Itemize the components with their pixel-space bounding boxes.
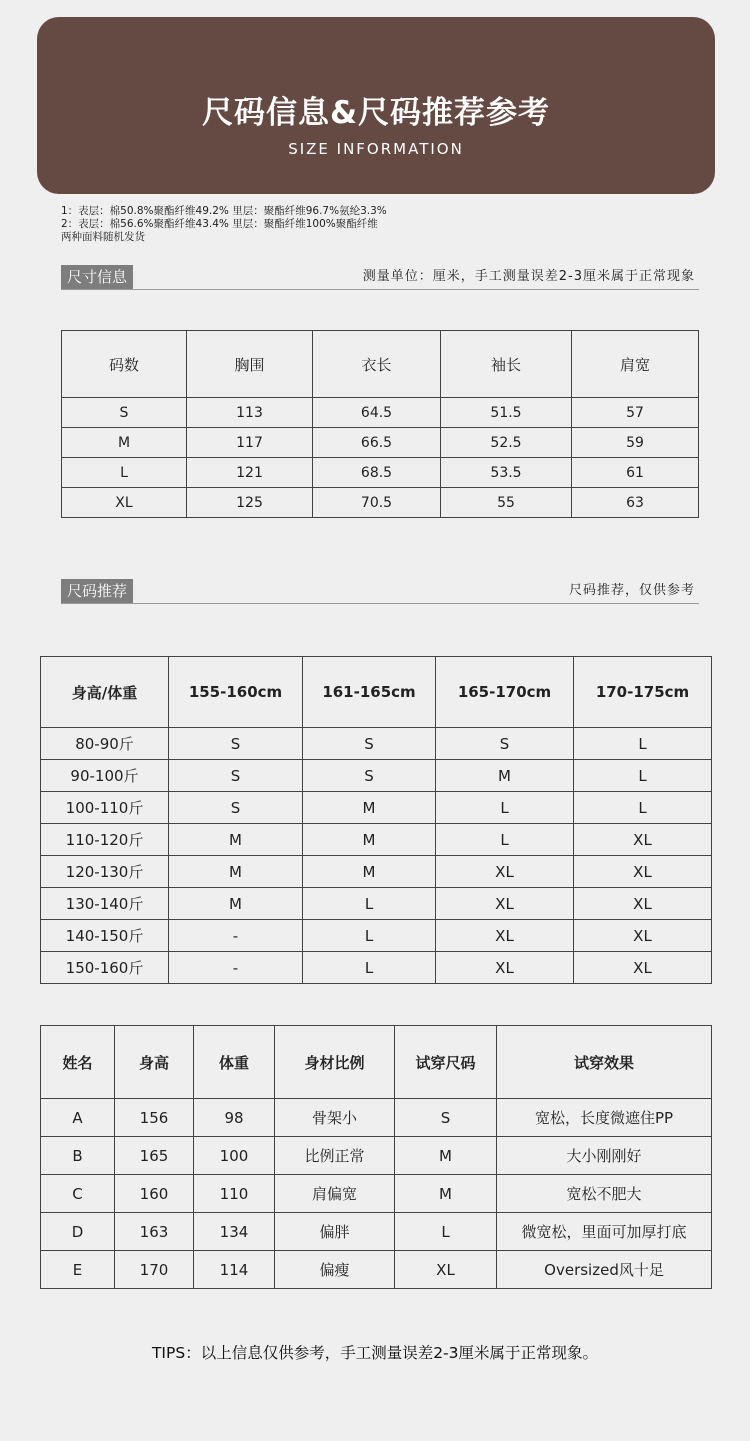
table-cell: 117: [187, 428, 313, 458]
table-cell: L: [436, 824, 574, 856]
table-cell: 113: [187, 398, 313, 428]
material-line-1: 1：表层：棉50.8%聚酯纤维49.2% 里层：聚酯纤维96.7%氨纶3.3%: [61, 205, 387, 217]
table-cell: D: [41, 1213, 115, 1251]
table-cell: 100: [194, 1137, 275, 1175]
table-cell: M: [169, 824, 303, 856]
table-cell: 156: [115, 1099, 194, 1137]
header-cell: 161-165cm: [303, 657, 436, 728]
table-row: [41, 888, 712, 920]
tips-text: TIPS：以上信息仅供参考，手工测量误差2-3厘米属于正常现象。: [151, 1344, 599, 1362]
header-cell: 衣长: [313, 331, 441, 398]
recommend-table: [40, 656, 712, 984]
table-cell: XL: [436, 856, 574, 888]
header-cell: 身高: [115, 1026, 194, 1099]
table-cell: 68.5: [313, 458, 441, 488]
table-cell: 170: [115, 1251, 194, 1289]
table-cell: S: [436, 728, 574, 760]
table-cell: XL: [436, 888, 574, 920]
table-cell: 59: [572, 428, 699, 458]
table-row: [41, 1137, 712, 1175]
table-row: [41, 1099, 712, 1137]
table-cell: 64.5: [313, 398, 441, 428]
table-cell: M: [395, 1175, 497, 1213]
table-cell: 125: [187, 488, 313, 518]
table-cell: M: [395, 1137, 497, 1175]
table-row: [62, 398, 699, 428]
header-cell: 身材比例: [275, 1026, 395, 1099]
table-cell: 120-130斤: [41, 856, 169, 888]
table-cell: XL: [574, 952, 712, 984]
table-cell: 66.5: [313, 428, 441, 458]
table-cell: S: [62, 398, 187, 428]
size-table-header-row: [62, 331, 699, 398]
table-cell: 110: [194, 1175, 275, 1213]
table-row: [62, 428, 699, 458]
table-cell: L: [303, 952, 436, 984]
table-cell: XL: [436, 952, 574, 984]
table-cell: 165: [115, 1137, 194, 1175]
table-cell: 140-150斤: [41, 920, 169, 952]
table-cell: 微宽松，里面可加厚打底: [497, 1213, 712, 1251]
table-cell: 61: [572, 458, 699, 488]
trial-table: [40, 1025, 712, 1289]
table-row: [41, 1213, 712, 1251]
table-cell: 偏胖: [275, 1213, 395, 1251]
table-cell: XL: [62, 488, 187, 518]
table-cell: XL: [574, 888, 712, 920]
table-cell: M: [62, 428, 187, 458]
table-cell: XL: [574, 824, 712, 856]
recommend-section-tag: 尺码推荐: [61, 579, 133, 603]
table-cell: 160: [115, 1175, 194, 1213]
header-cell: 肩宽: [572, 331, 699, 398]
trial-table-header-row: [41, 1026, 712, 1099]
table-cell: XL: [574, 920, 712, 952]
table-cell: 52.5: [441, 428, 572, 458]
table-cell: M: [169, 856, 303, 888]
table-cell: 90-100斤: [41, 760, 169, 792]
table-row: [62, 488, 699, 518]
header-cell: 袖长: [441, 331, 572, 398]
table-cell: 比例正常: [275, 1137, 395, 1175]
header-cell: 身高/体重: [41, 657, 169, 728]
table-cell: 大小刚刚好: [497, 1137, 712, 1175]
table-row: [41, 1175, 712, 1213]
table-cell: 51.5: [441, 398, 572, 428]
page-title: 尺码信息&尺码推荐参考: [201, 95, 551, 131]
header-cell: 155-160cm: [169, 657, 303, 728]
table-cell: 121: [187, 458, 313, 488]
table-cell: L: [303, 888, 436, 920]
material-line-2: 2：表层：棉56.6%聚酯纤维43.4% 里层：聚酯纤维100%聚酯纤维: [61, 218, 378, 230]
size-table: [61, 330, 699, 518]
table-row: [41, 952, 712, 984]
size-section-tag: 尺寸信息: [61, 265, 133, 289]
table-cell: 55: [441, 488, 572, 518]
table-cell: L: [303, 920, 436, 952]
table-cell: 130-140斤: [41, 888, 169, 920]
table-cell: L: [62, 458, 187, 488]
table-cell: XL: [574, 856, 712, 888]
header-cell: 170-175cm: [574, 657, 712, 728]
recommend-section-note: 尺码推荐，仅供参考: [568, 583, 695, 598]
table-cell: S: [395, 1099, 497, 1137]
header-cell: 体重: [194, 1026, 275, 1099]
table-cell: S: [303, 728, 436, 760]
table-cell: 163: [115, 1213, 194, 1251]
table-cell: 宽松不肥大: [497, 1175, 712, 1213]
table-row: [41, 920, 712, 952]
header-cell: 胸围: [187, 331, 313, 398]
table-cell: Oversized风十足: [497, 1251, 712, 1289]
table-row: [41, 728, 712, 760]
table-cell: S: [169, 792, 303, 824]
material-info: [61, 205, 387, 244]
table-cell: L: [395, 1213, 497, 1251]
table-cell: 宽松，长度微遮住PP: [497, 1099, 712, 1137]
table-cell: 114: [194, 1251, 275, 1289]
table-cell: M: [303, 856, 436, 888]
header-cell: 码数: [62, 331, 187, 398]
table-cell: E: [41, 1251, 115, 1289]
table-cell: -: [169, 920, 303, 952]
table-cell: 98: [194, 1099, 275, 1137]
table-cell: XL: [436, 920, 574, 952]
table-cell: S: [169, 728, 303, 760]
table-row: [41, 760, 712, 792]
table-cell: 肩偏宽: [275, 1175, 395, 1213]
table-cell: C: [41, 1175, 115, 1213]
table-cell: -: [169, 952, 303, 984]
table-cell: M: [303, 824, 436, 856]
table-row: [41, 792, 712, 824]
table-cell: L: [574, 760, 712, 792]
table-cell: 80-90斤: [41, 728, 169, 760]
recommend-section-header: [61, 579, 699, 604]
recommend-table-header-row: [41, 657, 712, 728]
table-cell: XL: [395, 1251, 497, 1289]
header-cell: 试穿尺码: [395, 1026, 497, 1099]
table-cell: 53.5: [441, 458, 572, 488]
table-cell: S: [303, 760, 436, 792]
table-cell: 57: [572, 398, 699, 428]
table-cell: 150-160斤: [41, 952, 169, 984]
header-cell: 姓名: [41, 1026, 115, 1099]
table-row: [41, 1251, 712, 1289]
table-cell: M: [169, 888, 303, 920]
table-cell: 骨架小: [275, 1099, 395, 1137]
table-cell: 63: [572, 488, 699, 518]
table-cell: 70.5: [313, 488, 441, 518]
table-row: [41, 824, 712, 856]
page-subtitle: SIZE INFORMATION: [288, 140, 464, 158]
header-banner: [37, 17, 715, 194]
table-cell: B: [41, 1137, 115, 1175]
table-cell: L: [436, 792, 574, 824]
table-cell: 100-110斤: [41, 792, 169, 824]
table-cell: 134: [194, 1213, 275, 1251]
size-section-header: [61, 265, 699, 290]
material-line-3: 两种面料随机发货: [61, 231, 145, 243]
header-cell: 试穿效果: [497, 1026, 712, 1099]
table-cell: A: [41, 1099, 115, 1137]
table-row: [62, 458, 699, 488]
table-row: [41, 856, 712, 888]
size-section-note: 测量单位：厘米，手工测量误差2-3厘米属于正常现象: [362, 269, 695, 284]
table-cell: L: [574, 728, 712, 760]
table-cell: 110-120斤: [41, 824, 169, 856]
table-cell: S: [169, 760, 303, 792]
table-cell: L: [574, 792, 712, 824]
header-cell: 165-170cm: [436, 657, 574, 728]
table-cell: 偏瘦: [275, 1251, 395, 1289]
table-cell: M: [436, 760, 574, 792]
table-cell: M: [303, 792, 436, 824]
